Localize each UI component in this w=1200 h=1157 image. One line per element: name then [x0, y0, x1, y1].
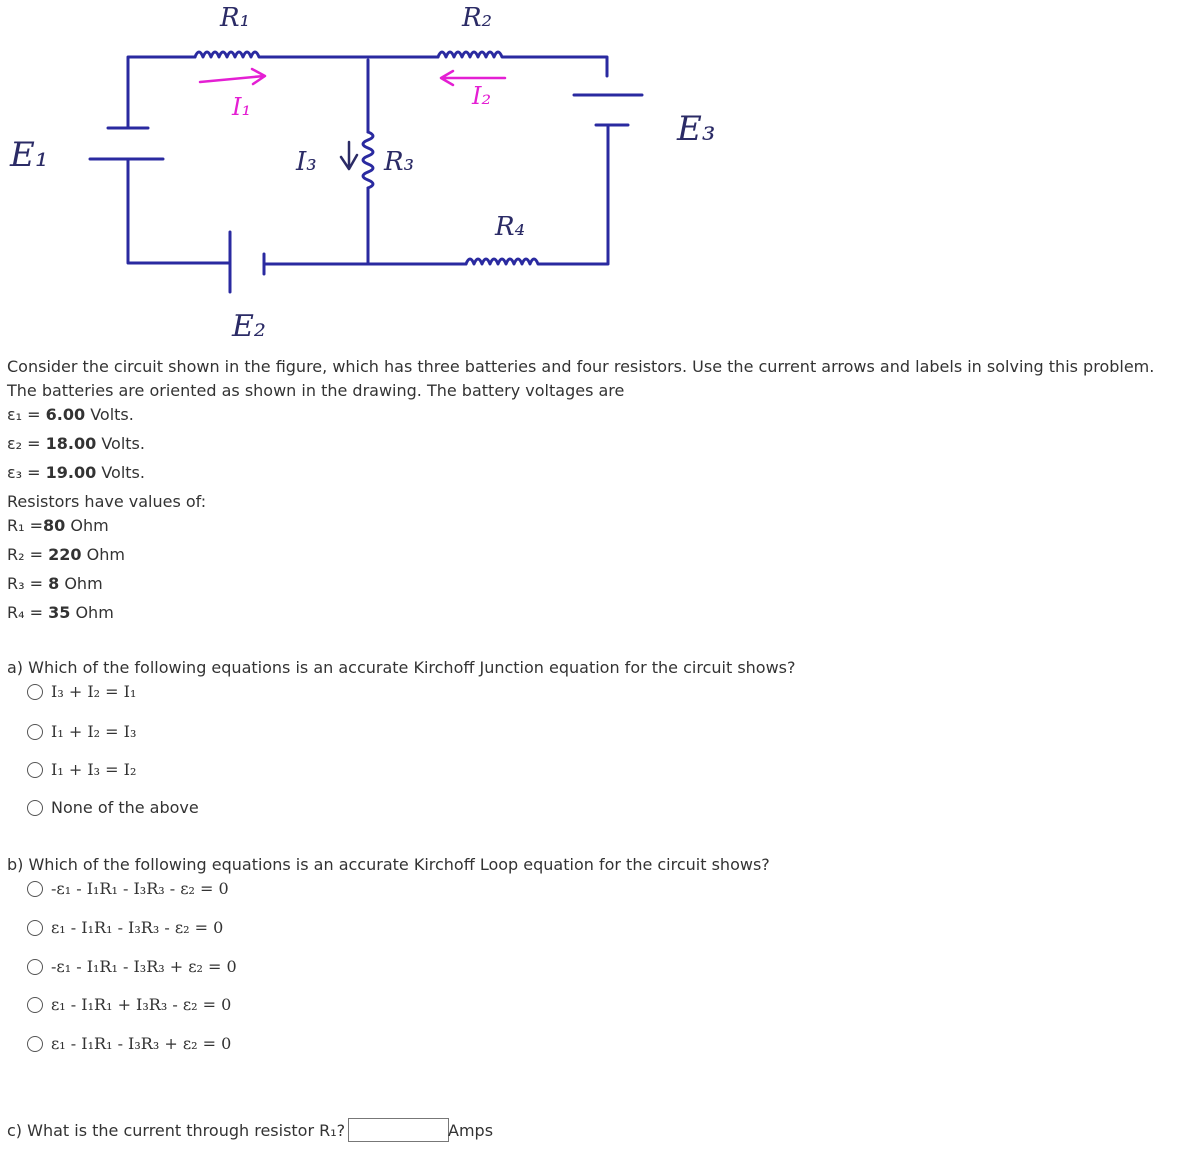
voltage-e1: [7, 405, 134, 425]
voltage-e2-unit: Volts.: [96, 434, 145, 453]
question-b-option-2[interactable]: [27, 918, 223, 937]
voltage-e3-label: ε₃ =: [7, 463, 46, 482]
resistor-r2-number: 220: [48, 545, 82, 564]
resistor-r1-value: [7, 516, 109, 536]
resistor-r3-label: R₃ =: [7, 574, 49, 593]
option-label: None of the above: [51, 798, 199, 817]
resistor-r3-value: [7, 574, 103, 594]
radio-button[interactable]: [27, 800, 43, 816]
label-r4: R₄: [495, 212, 525, 242]
question-b-option-4[interactable]: [27, 995, 231, 1014]
option-label: -ε₁ - I₁R₁ - I₃R₃ + ε₂ = 0: [51, 957, 237, 976]
wire-top-right: [512, 57, 607, 76]
resistor-r2-unit: Ohm: [81, 545, 125, 564]
voltage-e1-unit: Volts.: [85, 405, 134, 424]
question-a-option-4[interactable]: [27, 798, 199, 817]
voltage-e3: [7, 463, 145, 483]
voltage-e2-value: 18.00: [45, 434, 97, 453]
label-e1: E₁: [10, 135, 49, 175]
resistor-r2-value: [7, 545, 125, 565]
label-r1: R₁: [220, 3, 250, 33]
voltage-e3-unit: Volts.: [96, 463, 145, 482]
label-i3: I₃: [296, 147, 317, 177]
voltage-e2-label: ε₂ =: [7, 434, 46, 453]
radio-button[interactable]: [27, 1036, 43, 1052]
voltage-e1-label: ε₁ =: [7, 405, 46, 424]
question-b-text: b) Which of the following equations is an accurate Kirchoff Loop equation for the circuit shows?: [7, 855, 770, 874]
resistors-header: Resistors have values of:: [7, 492, 207, 511]
radio-button[interactable]: [27, 920, 43, 936]
resistor-r2-label: R₂ =: [7, 545, 49, 564]
option-label: I₃ + I₂ = I₁: [51, 682, 137, 701]
radio-button[interactable]: [27, 997, 43, 1013]
question-b-option-3[interactable]: [27, 957, 237, 976]
label-r3: R₃: [384, 147, 414, 177]
voltage-e2: [7, 434, 145, 454]
label-e3: E₃: [677, 109, 716, 149]
resistor-r3: [363, 132, 373, 188]
label-i1: I₁: [232, 93, 252, 121]
resistor-r3-number: 8: [48, 574, 60, 593]
option-label: I₁ + I₂ = I₃: [51, 722, 137, 741]
resistor-r4-value: [7, 603, 114, 623]
resistor-r1-unit: Ohm: [65, 516, 109, 535]
current-arrow-i3: [341, 142, 357, 169]
question-a-option-1[interactable]: [27, 682, 136, 701]
resistor-r3-unit: Ohm: [59, 574, 103, 593]
resistor-r1-number: 80: [43, 516, 66, 535]
radio-button[interactable]: [27, 881, 43, 897]
circuit-diagram: [0, 0, 1200, 350]
option-label: -ε₁ - I₁R₁ - I₃R₃ - ε₂ = 0: [51, 879, 229, 898]
wire-left-bottom: [128, 159, 230, 263]
option-label: ε₁ - I₁R₁ - I₃R₃ + ε₂ = 0: [51, 1034, 232, 1053]
problem-intro-line2: The batteries are oriented as shown in the drawing. The battery voltages are: [7, 381, 625, 400]
question-b-option-5[interactable]: [27, 1034, 231, 1053]
option-label: ε₁ - I₁R₁ - I₃R₃ - ε₂ = 0: [51, 918, 224, 937]
resistor-r4-label: R₄ =: [7, 603, 49, 622]
wire-right: [545, 125, 608, 264]
radio-button[interactable]: [27, 762, 43, 778]
resistor-r2: [438, 52, 512, 57]
voltage-e1-value: 6.00: [45, 405, 86, 424]
resistor-r4-unit: Ohm: [70, 603, 114, 622]
answer-unit: Amps: [448, 1121, 494, 1140]
question-c-text: c) What is the current through resistor R₁?: [7, 1121, 346, 1140]
current-arrow-i1: [200, 69, 265, 84]
resistor-r1-label: R₁ =: [7, 516, 44, 535]
current-answer-input[interactable]: [348, 1118, 449, 1142]
resistor-r1: [195, 52, 270, 57]
wire-left-top: [128, 57, 195, 128]
label-i2: I₂: [472, 82, 492, 110]
option-label: I₁ + I₃ = I₂: [51, 760, 137, 779]
question-a-option-2[interactable]: [27, 722, 136, 741]
label-r2: R₂: [462, 3, 492, 33]
problem-intro-line1: Consider the circuit shown in the figure, which has three batteries and four resistors. Use the current arrows and labels in solving this problem.: [7, 357, 1155, 376]
radio-button[interactable]: [27, 959, 43, 975]
question-a-text: a) Which of the following equations is an accurate Kirchoff Junction equation for the circuit shows?: [7, 658, 796, 677]
resistor-r4-number: 35: [48, 603, 71, 622]
radio-button[interactable]: [27, 724, 43, 740]
resistor-r4: [466, 259, 545, 264]
option-label: ε₁ - I₁R₁ + I₃R₃ - ε₂ = 0: [51, 995, 232, 1014]
radio-button[interactable]: [27, 684, 43, 700]
label-e2: E₂: [232, 309, 266, 344]
voltage-e3-value: 19.00: [45, 463, 97, 482]
question-b-option-1[interactable]: [27, 879, 229, 898]
question-a-option-3[interactable]: [27, 760, 136, 779]
